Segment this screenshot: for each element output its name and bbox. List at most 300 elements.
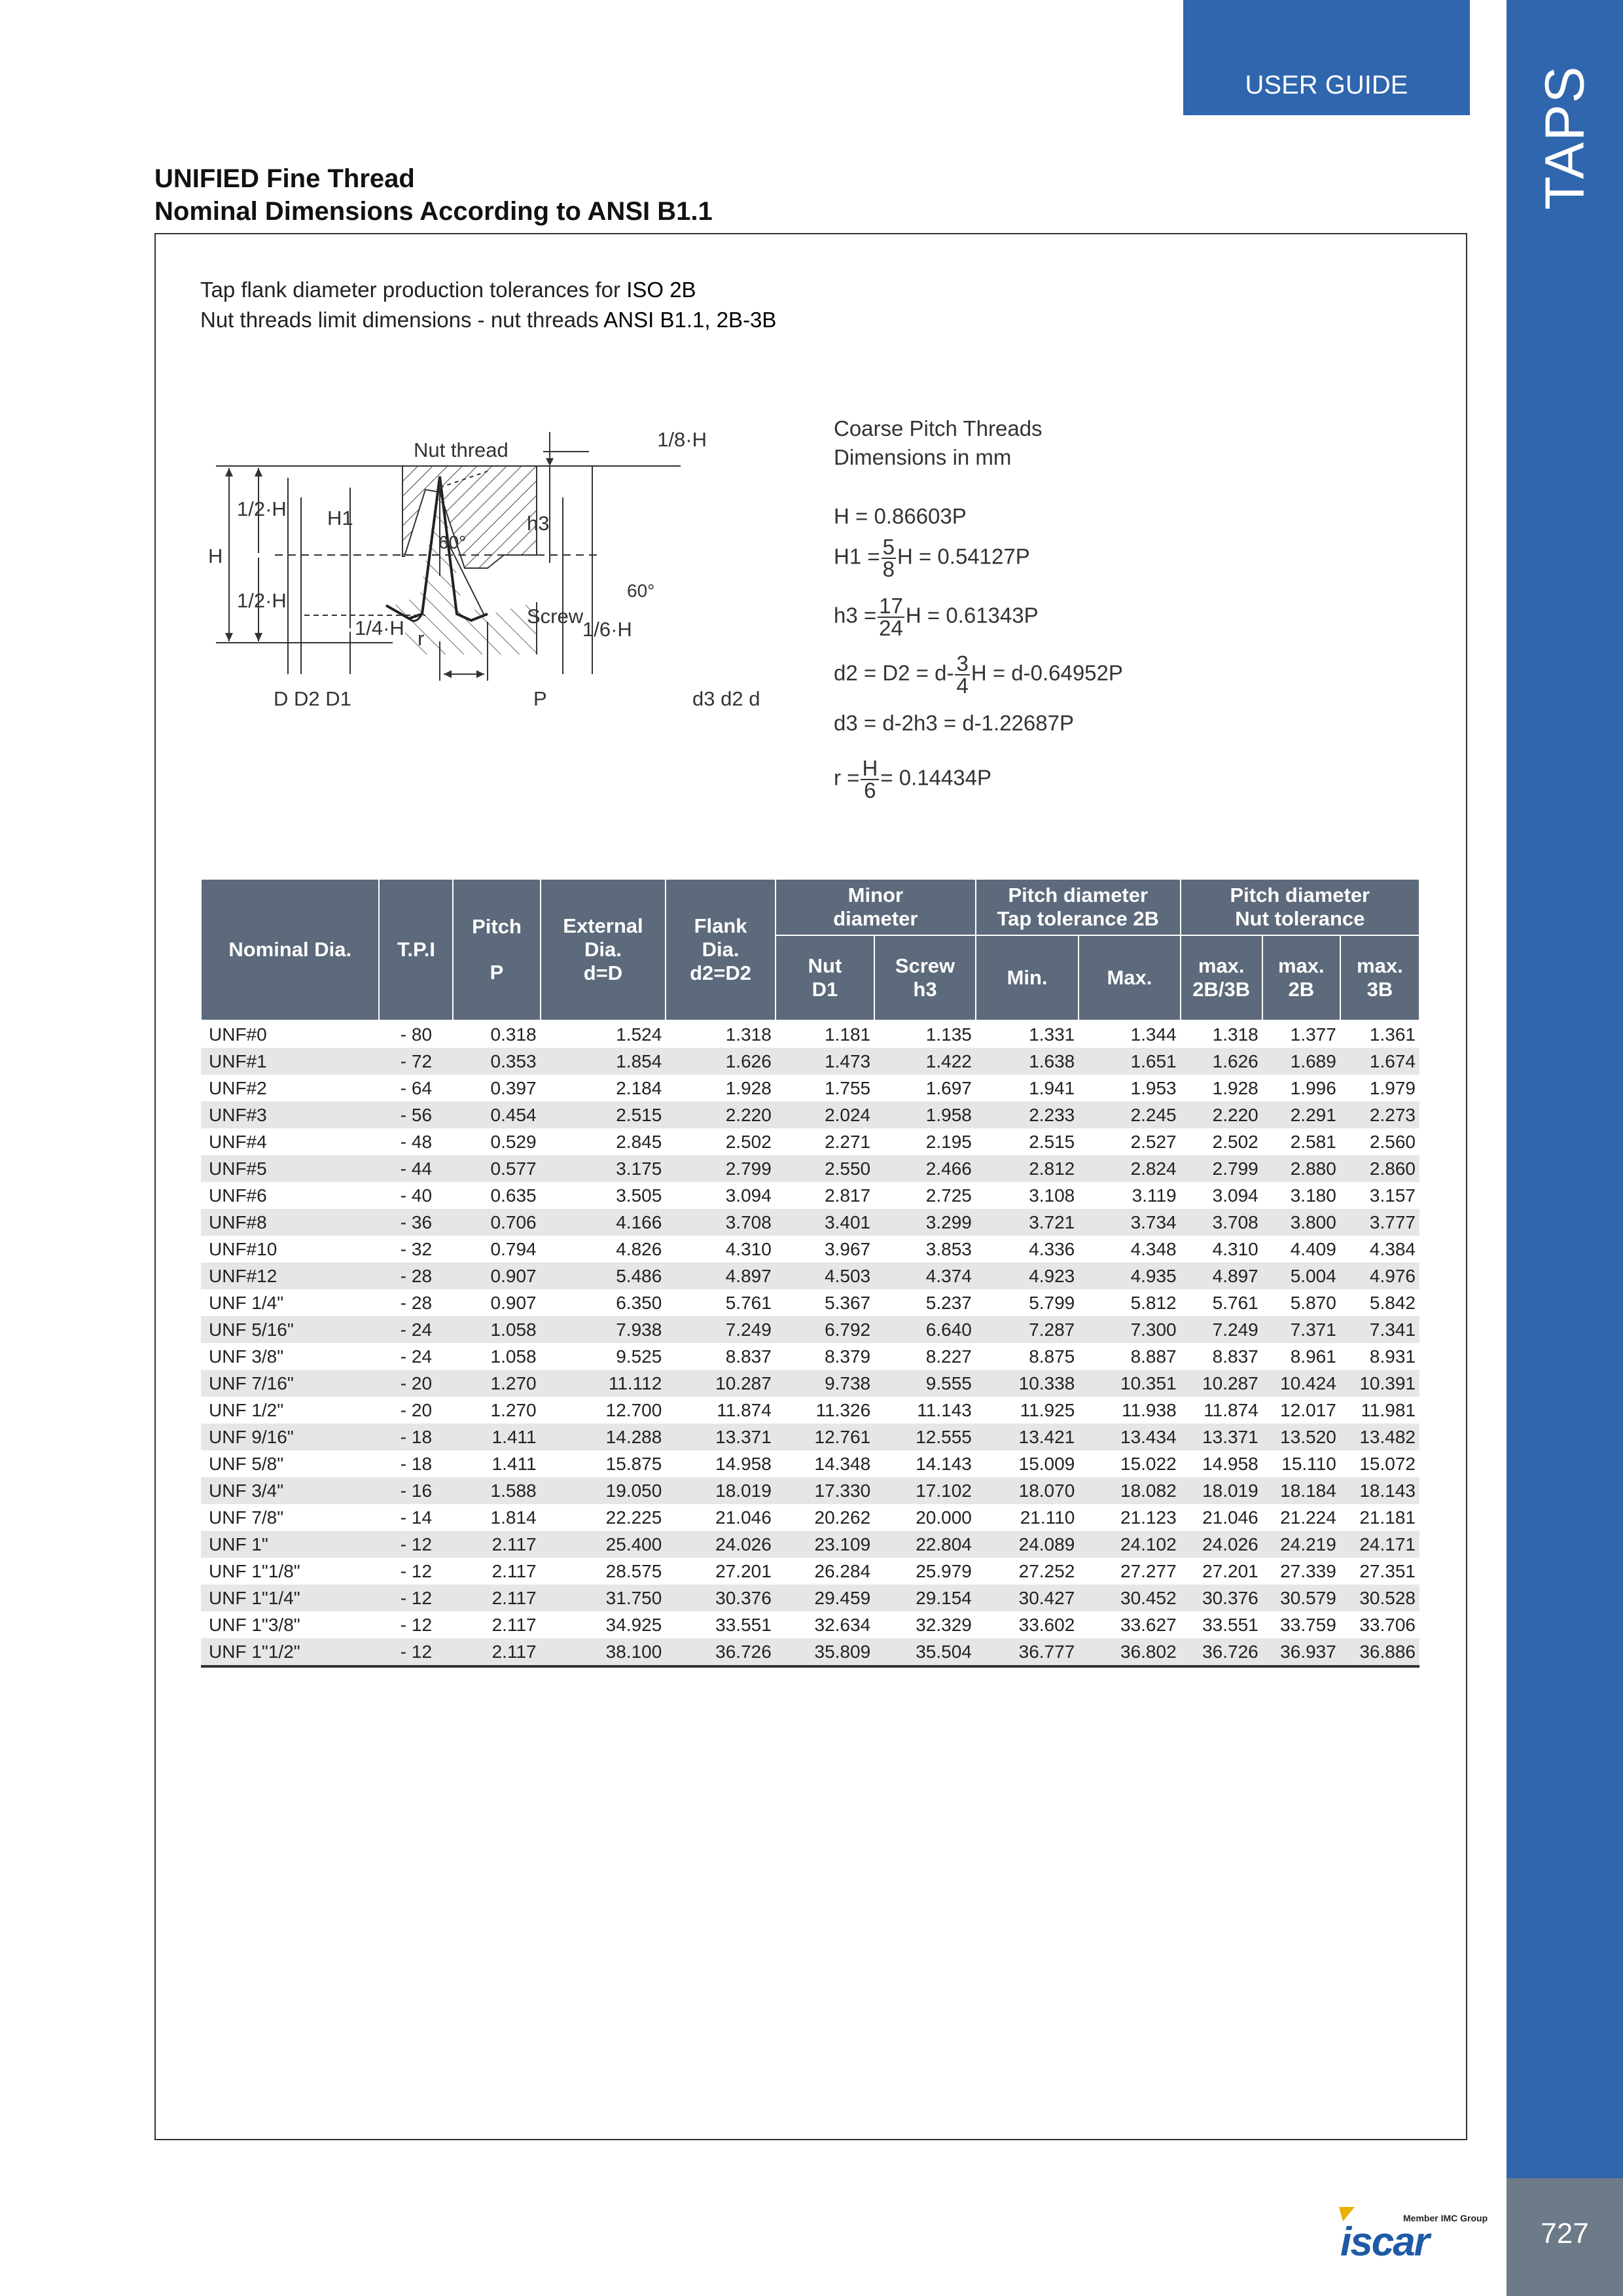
cell-nut-max-3b: 18.143	[1340, 1477, 1419, 1504]
cell-screw-h3: 32.329	[874, 1611, 976, 1638]
cell-nut-max-2b3b: 4.310	[1181, 1236, 1262, 1263]
cell-nominal: UNF#1	[201, 1048, 379, 1075]
cell-nut-d1: 3.401	[776, 1209, 874, 1236]
cell-nominal: UNF 1"1/2"	[201, 1638, 379, 1666]
col-tap-tolerance: Pitch diameter Tap tolerance 2B	[976, 879, 1181, 935]
col-external: External Dia. d=D	[541, 879, 666, 1020]
col-screw-h3: Screw h3	[874, 935, 976, 1020]
cell-tap-max: 18.082	[1079, 1477, 1180, 1504]
formula-h: H = 0.86603P	[834, 504, 967, 528]
cell-flank: 2.220	[666, 1102, 775, 1128]
cell-nut-max-2b: 12.017	[1262, 1397, 1340, 1424]
cell-screw-h3: 8.227	[874, 1343, 976, 1370]
cell-flank: 1.318	[666, 1020, 775, 1048]
cell-tap-min: 1.638	[976, 1048, 1079, 1075]
cell-nominal: UNF#3	[201, 1102, 379, 1128]
cell-tpi: - 40	[379, 1182, 453, 1209]
cell-nut-max-3b: 4.976	[1340, 1263, 1419, 1289]
cell-nut-max-3b: 10.391	[1340, 1370, 1419, 1397]
cell-nut-max-2b: 1.996	[1262, 1075, 1340, 1102]
cell-nut-max-2b3b: 13.371	[1181, 1424, 1262, 1450]
cell-nut-max-2b3b: 18.019	[1181, 1477, 1262, 1504]
cell-external: 1.524	[541, 1020, 666, 1048]
cell-nominal: UNF 5/8"	[201, 1450, 379, 1477]
cell-nut-max-2b: 5.870	[1262, 1289, 1340, 1316]
cell-nut-max-3b: 3.157	[1340, 1182, 1419, 1209]
cell-external: 31.750	[541, 1585, 666, 1611]
cell-flank: 14.958	[666, 1450, 775, 1477]
cell-tap-max: 1.344	[1079, 1020, 1180, 1048]
cell-nut-max-2b: 2.581	[1262, 1128, 1340, 1155]
cell-nut-d1: 32.634	[776, 1611, 874, 1638]
cell-nut-max-3b: 2.273	[1340, 1102, 1419, 1128]
col-pitch: Pitch P	[453, 879, 540, 1020]
cell-flank: 1.928	[666, 1075, 775, 1102]
cell-external: 15.875	[541, 1450, 666, 1477]
cell-nut-d1: 4.503	[776, 1263, 874, 1289]
cell-tap-min: 1.941	[976, 1075, 1079, 1102]
cell-screw-h3: 29.154	[874, 1585, 976, 1611]
cell-nominal: UNF#2	[201, 1075, 379, 1102]
cell-nut-d1: 20.262	[776, 1504, 874, 1531]
cell-nut-max-2b3b: 2.502	[1181, 1128, 1262, 1155]
table-row	[201, 1611, 1419, 1638]
cell-flank: 21.046	[666, 1504, 775, 1531]
cell-pitch: 2.117	[453, 1531, 540, 1558]
cell-pitch: 1.411	[453, 1450, 540, 1477]
page-title: UNIFIED Fine Thread Nominal Dimensions According to ANSI B1.1	[154, 164, 713, 226]
user-guide-tab	[1183, 0, 1470, 115]
cell-tpi: - 36	[379, 1209, 453, 1236]
cell-nut-max-2b: 30.579	[1262, 1585, 1340, 1611]
cell-tap-max: 4.935	[1079, 1263, 1180, 1289]
cell-tap-min: 24.089	[976, 1531, 1079, 1558]
cell-tpi: - 24	[379, 1343, 453, 1370]
table-row	[201, 1075, 1419, 1102]
cell-external: 28.575	[541, 1558, 666, 1585]
cell-nut-d1: 26.284	[776, 1558, 874, 1585]
cell-nut-max-3b: 36.886	[1340, 1638, 1419, 1666]
cell-nut-max-2b: 18.184	[1262, 1477, 1340, 1504]
cell-tap-max: 2.824	[1079, 1155, 1180, 1182]
cell-screw-h3: 35.504	[874, 1638, 976, 1666]
cell-pitch: 1.814	[453, 1504, 540, 1531]
cell-tap-max: 4.348	[1079, 1236, 1180, 1263]
cell-pitch: 1.270	[453, 1370, 540, 1397]
logo-brand: iscar	[1340, 2219, 1429, 2265]
cell-external: 3.175	[541, 1155, 666, 1182]
cell-nut-max-2b: 13.520	[1262, 1424, 1340, 1450]
half-h-top-label: 1/2·H	[237, 497, 287, 520]
cell-nut-max-2b: 36.937	[1262, 1638, 1340, 1666]
cell-nut-d1: 14.348	[776, 1450, 874, 1477]
cell-screw-h3: 5.237	[874, 1289, 976, 1316]
cell-tpi: - 12	[379, 1638, 453, 1666]
cell-pitch: 0.318	[453, 1020, 540, 1048]
cell-nut-d1: 1.473	[776, 1048, 874, 1075]
cell-tpi: - 12	[379, 1585, 453, 1611]
quarter-h-label: 1/4·H	[355, 617, 404, 639]
cell-nut-d1: 2.817	[776, 1182, 874, 1209]
cell-nominal: UNF#12	[201, 1263, 379, 1289]
cell-nut-max-2b: 3.800	[1262, 1209, 1340, 1236]
cell-nut-max-3b: 3.777	[1340, 1209, 1419, 1236]
cell-external: 34.925	[541, 1611, 666, 1638]
cell-tap-max: 21.123	[1079, 1504, 1180, 1531]
cell-tap-min: 10.338	[976, 1370, 1079, 1397]
cell-nut-max-3b: 15.072	[1340, 1450, 1419, 1477]
cell-tap-max: 8.887	[1079, 1343, 1180, 1370]
cell-nut-max-2b: 15.110	[1262, 1450, 1340, 1477]
cell-nut-max-3b: 7.341	[1340, 1316, 1419, 1343]
cell-external: 2.845	[541, 1128, 666, 1155]
cell-nut-d1: 12.761	[776, 1424, 874, 1450]
cell-external: 12.700	[541, 1397, 666, 1424]
cell-screw-h3: 17.102	[874, 1477, 976, 1504]
cell-nut-max-2b3b: 8.837	[1181, 1343, 1262, 1370]
eighth-h-label: 1/8·H	[657, 428, 707, 451]
col-flank: Flank Dia. d2=D2	[666, 879, 775, 1020]
cell-nut-max-2b3b: 4.897	[1181, 1263, 1262, 1289]
cell-screw-h3: 22.804	[874, 1531, 976, 1558]
table-row	[201, 1316, 1419, 1343]
cell-screw-h3: 11.143	[874, 1397, 976, 1424]
cell-nominal: UNF 7/16"	[201, 1370, 379, 1397]
cell-nut-max-3b: 1.979	[1340, 1075, 1419, 1102]
cell-nut-max-2b: 2.880	[1262, 1155, 1340, 1182]
cell-tap-min: 2.812	[976, 1155, 1079, 1182]
cell-tap-min: 4.336	[976, 1236, 1079, 1263]
cell-pitch: 0.907	[453, 1289, 540, 1316]
cell-tap-min: 15.009	[976, 1450, 1079, 1477]
cell-nut-max-2b3b: 3.708	[1181, 1209, 1262, 1236]
cell-nut-max-3b: 4.384	[1340, 1236, 1419, 1263]
cell-screw-h3: 3.299	[874, 1209, 976, 1236]
cell-nut-d1: 29.459	[776, 1585, 874, 1611]
table-row	[201, 1020, 1419, 1048]
cell-nut-d1: 5.367	[776, 1289, 874, 1316]
cell-nominal: UNF#0	[201, 1020, 379, 1048]
cell-nut-max-2b3b: 1.626	[1181, 1048, 1262, 1075]
cell-external: 25.400	[541, 1531, 666, 1558]
cell-external: 5.486	[541, 1263, 666, 1289]
thread-dimensions-table	[200, 878, 1420, 1668]
formula-h3: h3 = $\frac{17}{24}$ H = 0.61343P	[834, 594, 1039, 640]
cell-tap-min: 21.110	[976, 1504, 1079, 1531]
formula-heading-1: Coarse Pitch Threads	[834, 416, 1043, 440]
cell-nut-d1: 23.109	[776, 1531, 874, 1558]
cell-external: 9.525	[541, 1343, 666, 1370]
col-tpi: T.P.I	[379, 879, 453, 1020]
cell-nut-max-2b: 27.339	[1262, 1558, 1340, 1585]
cell-tap-max: 5.812	[1079, 1289, 1180, 1316]
cell-nut-max-2b: 4.409	[1262, 1236, 1340, 1263]
left-diameters-label: D D2 D1	[274, 687, 351, 710]
cell-tap-max: 3.119	[1079, 1182, 1180, 1209]
half-h-bottom-label: 1/2·H	[237, 589, 287, 612]
cell-tap-min: 13.421	[976, 1424, 1079, 1450]
cell-tap-min: 2.233	[976, 1102, 1079, 1128]
sidebar-band	[1507, 0, 1623, 2296]
table-row	[201, 1236, 1419, 1263]
cell-external: 38.100	[541, 1638, 666, 1666]
table-row	[201, 1558, 1419, 1585]
cell-tap-min: 3.721	[976, 1209, 1079, 1236]
cell-nominal: UNF 1"1/8"	[201, 1558, 379, 1585]
cell-nominal: UNF#8	[201, 1209, 379, 1236]
thread-profile-diagram	[196, 406, 785, 713]
cell-tap-max: 15.022	[1079, 1450, 1180, 1477]
angle2-label: 60°	[627, 581, 655, 601]
cell-nut-max-3b: 8.931	[1340, 1343, 1419, 1370]
cell-screw-h3: 2.725	[874, 1182, 976, 1209]
cell-nut-d1: 8.379	[776, 1343, 874, 1370]
cell-tap-max: 24.102	[1079, 1531, 1180, 1558]
col-max-2b: max. 2B	[1262, 935, 1340, 1020]
cell-tap-min: 30.427	[976, 1585, 1079, 1611]
table-row	[201, 1370, 1419, 1397]
col-minor: Minor diameter	[776, 879, 976, 935]
formula-heading-2: Dimensions in mm	[834, 445, 1012, 469]
cell-tap-min: 5.799	[976, 1289, 1079, 1316]
cell-nominal: UNF 1"1/4"	[201, 1585, 379, 1611]
r-label: r	[418, 627, 425, 650]
cell-nut-max-3b: 1.674	[1340, 1048, 1419, 1075]
cell-nominal: UNF 3/8"	[201, 1343, 379, 1370]
table-row	[201, 1155, 1419, 1182]
table-row	[201, 1263, 1419, 1289]
cell-nut-max-2b: 5.004	[1262, 1263, 1340, 1289]
cell-tap-min: 33.602	[976, 1611, 1079, 1638]
logo-tagline: Member IMC Group	[1403, 2213, 1488, 2223]
cell-tap-min: 4.923	[976, 1263, 1079, 1289]
cell-tpi: - 56	[379, 1102, 453, 1128]
cell-nut-max-2b3b: 2.220	[1181, 1102, 1262, 1128]
cell-nominal: UNF 1"3/8"	[201, 1611, 379, 1638]
cell-nut-max-2b3b: 27.201	[1181, 1558, 1262, 1585]
table-row	[201, 1182, 1419, 1209]
cell-flank: 10.287	[666, 1370, 775, 1397]
cell-flank: 2.799	[666, 1155, 775, 1182]
cell-nut-d1: 1.755	[776, 1075, 874, 1102]
cell-tpi: - 16	[379, 1477, 453, 1504]
cell-pitch: 1.270	[453, 1397, 540, 1424]
cell-nominal: UNF#4	[201, 1128, 379, 1155]
cell-screw-h3: 12.555	[874, 1424, 976, 1450]
cell-external: 2.515	[541, 1102, 666, 1128]
table-row	[201, 1343, 1419, 1370]
cell-tap-max: 27.277	[1079, 1558, 1180, 1585]
cell-nominal: UNF#6	[201, 1182, 379, 1209]
cell-flank: 3.708	[666, 1209, 775, 1236]
cell-nut-d1: 1.181	[776, 1020, 874, 1048]
cell-external: 1.854	[541, 1048, 666, 1075]
cell-nominal: UNF 7/8"	[201, 1504, 379, 1531]
cell-nut-d1: 2.271	[776, 1128, 874, 1155]
cell-nut-max-2b3b: 5.761	[1181, 1289, 1262, 1316]
cell-screw-h3: 1.958	[874, 1102, 976, 1128]
table-body	[201, 1020, 1419, 1666]
cell-tap-max: 11.938	[1079, 1397, 1180, 1424]
cell-pitch: 2.117	[453, 1558, 540, 1585]
cell-tap-min: 8.875	[976, 1343, 1079, 1370]
cell-flank: 18.019	[666, 1477, 775, 1504]
table-row	[201, 1048, 1419, 1075]
cell-external: 4.166	[541, 1209, 666, 1236]
cell-pitch: 2.117	[453, 1585, 540, 1611]
cell-nut-max-2b3b: 11.874	[1181, 1397, 1262, 1424]
cell-nut-max-2b3b: 7.249	[1181, 1316, 1262, 1343]
cell-external: 7.938	[541, 1316, 666, 1343]
cell-nut-max-2b3b: 2.799	[1181, 1155, 1262, 1182]
cell-tap-max: 7.300	[1079, 1316, 1180, 1343]
cell-flank: 27.201	[666, 1558, 775, 1585]
cell-nut-max-2b: 10.424	[1262, 1370, 1340, 1397]
cell-tpi: - 64	[379, 1075, 453, 1102]
cell-nut-max-2b3b: 14.958	[1181, 1450, 1262, 1477]
formula-h1: H1 = $\frac{5}{8}$ H = 0.54127P	[834, 535, 1030, 581]
right-diameters-label: d3 d2 d	[692, 687, 760, 710]
cell-nut-max-2b3b: 1.928	[1181, 1075, 1262, 1102]
cell-nut-max-2b: 1.689	[1262, 1048, 1340, 1075]
cell-nominal: UNF#10	[201, 1236, 379, 1263]
cell-screw-h3: 1.135	[874, 1020, 976, 1048]
table-row	[201, 1209, 1419, 1236]
cell-tap-min: 27.252	[976, 1558, 1079, 1585]
cell-tap-min: 3.108	[976, 1182, 1079, 1209]
cell-tap-max: 13.434	[1079, 1424, 1180, 1450]
cell-external: 6.350	[541, 1289, 666, 1316]
cell-screw-h3: 20.000	[874, 1504, 976, 1531]
cell-nut-max-3b: 27.351	[1340, 1558, 1419, 1585]
cell-external: 3.505	[541, 1182, 666, 1209]
cell-tap-min: 7.287	[976, 1316, 1079, 1343]
cell-pitch: 0.635	[453, 1182, 540, 1209]
cell-nut-max-2b3b: 36.726	[1181, 1638, 1262, 1666]
formula-r: r = $\frac{H}{6}$ = 0.14434P	[834, 756, 992, 802]
cell-nut-max-3b: 13.482	[1340, 1424, 1419, 1450]
cell-flank: 24.026	[666, 1531, 775, 1558]
cell-nominal: UNF 1/4"	[201, 1289, 379, 1316]
table-row	[201, 1477, 1419, 1504]
cell-pitch: 0.397	[453, 1075, 540, 1102]
cell-flank: 30.376	[666, 1585, 775, 1611]
cell-external: 19.050	[541, 1477, 666, 1504]
cell-nut-max-2b: 24.219	[1262, 1531, 1340, 1558]
cell-tap-min: 2.515	[976, 1128, 1079, 1155]
cell-flank: 7.249	[666, 1316, 775, 1343]
cell-screw-h3: 4.374	[874, 1263, 976, 1289]
cell-tpi: - 20	[379, 1397, 453, 1424]
cell-nut-d1: 6.792	[776, 1316, 874, 1343]
cell-nominal: UNF 5/16"	[201, 1316, 379, 1343]
cell-external: 14.288	[541, 1424, 666, 1450]
cell-nominal: UNF 1/2"	[201, 1397, 379, 1424]
cell-nut-d1: 17.330	[776, 1477, 874, 1504]
cell-tpi: - 12	[379, 1531, 453, 1558]
cell-flank: 3.094	[666, 1182, 775, 1209]
cell-tap-max: 10.351	[1079, 1370, 1180, 1397]
cell-nut-max-3b: 5.842	[1340, 1289, 1419, 1316]
cell-flank: 13.371	[666, 1424, 775, 1450]
cell-external: 11.112	[541, 1370, 666, 1397]
cell-screw-h3: 6.640	[874, 1316, 976, 1343]
cell-nut-max-2b3b: 1.318	[1181, 1020, 1262, 1048]
cell-nominal: UNF 3/4"	[201, 1477, 379, 1504]
cell-nut-max-2b3b: 21.046	[1181, 1504, 1262, 1531]
cell-pitch: 0.454	[453, 1102, 540, 1128]
col-max-3b: max. 3B	[1340, 935, 1419, 1020]
cell-nut-max-3b: 1.361	[1340, 1020, 1419, 1048]
cell-nut-d1: 2.024	[776, 1102, 874, 1128]
cell-screw-h3: 1.697	[874, 1075, 976, 1102]
col-max: Max.	[1079, 935, 1180, 1020]
cell-external: 2.184	[541, 1075, 666, 1102]
cell-nut-d1: 35.809	[776, 1638, 874, 1666]
cell-pitch: 2.117	[453, 1611, 540, 1638]
table-row	[201, 1638, 1419, 1666]
cell-nut-max-2b: 21.224	[1262, 1504, 1340, 1531]
table-row	[201, 1102, 1419, 1128]
cell-tpi: - 32	[379, 1236, 453, 1263]
cell-pitch: 0.706	[453, 1209, 540, 1236]
col-nut-tolerance: Pitch diameter Nut tolerance	[1181, 879, 1419, 935]
cell-pitch: 2.117	[453, 1638, 540, 1666]
cell-pitch: 0.907	[453, 1263, 540, 1289]
cell-tpi: - 12	[379, 1558, 453, 1585]
cell-nut-max-2b3b: 3.094	[1181, 1182, 1262, 1209]
cell-tap-min: 36.777	[976, 1638, 1079, 1666]
cell-tap-min: 18.070	[976, 1477, 1079, 1504]
cell-tpi: - 44	[379, 1155, 453, 1182]
col-max-2b3b: max. 2B/3B	[1181, 935, 1262, 1020]
cell-nut-max-3b: 2.560	[1340, 1128, 1419, 1155]
cell-nut-max-3b: 21.181	[1340, 1504, 1419, 1531]
cell-flank: 2.502	[666, 1128, 775, 1155]
pitch-label: P	[533, 687, 547, 710]
cell-nominal: UNF 1"	[201, 1531, 379, 1558]
cell-tpi: - 80	[379, 1020, 453, 1048]
cell-tpi: - 14	[379, 1504, 453, 1531]
cell-tap-max: 2.527	[1079, 1128, 1180, 1155]
cell-flank: 4.310	[666, 1236, 775, 1263]
cell-tap-max: 36.802	[1079, 1638, 1180, 1666]
cell-tap-min: 11.925	[976, 1397, 1079, 1424]
cell-nut-max-2b: 1.377	[1262, 1020, 1340, 1048]
cell-pitch: 0.577	[453, 1155, 540, 1182]
cell-nut-max-2b: 33.759	[1262, 1611, 1340, 1638]
cell-pitch: 1.058	[453, 1316, 540, 1343]
h1-label: H1	[327, 507, 353, 529]
cell-screw-h3: 2.466	[874, 1155, 976, 1182]
cell-tpi: - 18	[379, 1424, 453, 1450]
cell-tap-max: 2.245	[1079, 1102, 1180, 1128]
cell-flank: 4.897	[666, 1263, 775, 1289]
cell-external: 4.826	[541, 1236, 666, 1263]
cell-flank: 11.874	[666, 1397, 775, 1424]
col-nominal: Nominal Dia.	[201, 879, 379, 1020]
cell-tap-max: 30.452	[1079, 1585, 1180, 1611]
table-row	[201, 1531, 1419, 1558]
cell-nut-d1: 9.738	[776, 1370, 874, 1397]
page-number-box	[1507, 2178, 1623, 2296]
cell-nut-max-2b: 7.371	[1262, 1316, 1340, 1343]
cell-nut-max-2b3b: 24.026	[1181, 1531, 1262, 1558]
cell-tpi: - 28	[379, 1289, 453, 1316]
cell-pitch: 0.529	[453, 1128, 540, 1155]
table-row	[201, 1128, 1419, 1155]
cell-pitch: 0.353	[453, 1048, 540, 1075]
